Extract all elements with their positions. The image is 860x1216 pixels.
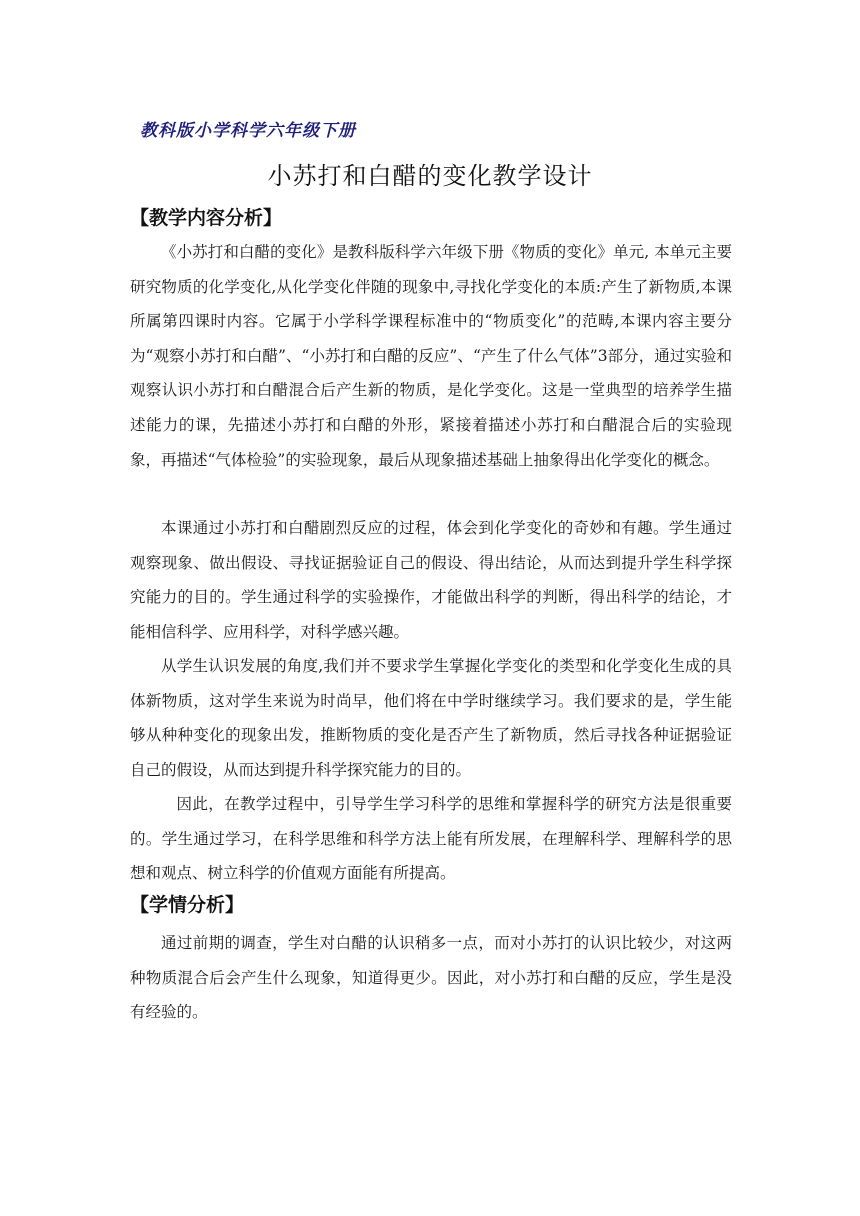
section-heading-learner-analysis: 【学情分析】 xyxy=(130,894,245,916)
textbook-label: 教科版小学科学六年级下册 xyxy=(140,121,356,141)
paragraph: 通过前期的调查，学生对白醋的认识稍多一点，而对小苏打的认识比较少，对这两种物质混合后会产生什么现象，知道得更少。因此，对小苏打和白醋的反应，学生是没有经验的。 xyxy=(130,934,732,1022)
paragraph: 《小苏打和白醋的变化》是教科版科学六年级下册《物质的变化》单元, 本单元主要研究物质的化学变化,从化学变化伴随的现象中,寻找化学变化的本质:产生了新物质,本课所属第四课时内容。它属于小学科学课程标准中的“物质变化”的范畴,本课内容主要分为“观察小苏打和白醋”、“小苏打和白醋的反应”、“产生了什么气体”3部分，通过实验和观察认识小苏打和白醋混合后产生新的物质，是化学变化。这是一堂典型的培养学生描述能力的课，先描述小苏打和白醋的外形，紧接着描述小苏打和白醋混合后的实验现象，再描述“气体检验”的实验现象，最后从现象描述基础上抽象得出化学变化的概念。 xyxy=(130,243,732,469)
paragraph: 本课通过小苏打和白醋剧烈反应的过程，体会到化学变化的奇妙和有趣。学生通过观察现象、做出假设、寻找证据验证自己的假设、得出结论，从而达到提升学生科学探究能力的目的。学生通过科学的实验操作，才能做出科学的判断，得出科学的结论，才能相信科学、应用科学，对科学感兴趣。 xyxy=(130,519,732,641)
paragraph: 因此，在教学过程中，引导学生学习科学的思维和掌握科学的研究方法是很重要的。学生通过学习，在科学思维和科学方法上能有所发展，在理解科学、理解科学的思想和观点、树立科学的价值观方面能有所提高。 xyxy=(130,795,732,883)
section-heading-content-analysis: 【教学内容分析】 xyxy=(130,207,283,229)
paragraph: 从学生认识发展的角度,我们并不要求学生掌握化学变化的类型和化学变化生成的具体新物质，这对学生来说为时尚早，他们将在中学时继续学习。我们要求的是，学生能够从种种变化的现象出发，推断物质的变化是否产生了新物质，然后寻找各种证据验证自己的假设，从而达到提升科学探究能力的目的。 xyxy=(130,657,732,779)
document-title: 小苏打和白醋的变化教学设计 xyxy=(267,162,593,190)
